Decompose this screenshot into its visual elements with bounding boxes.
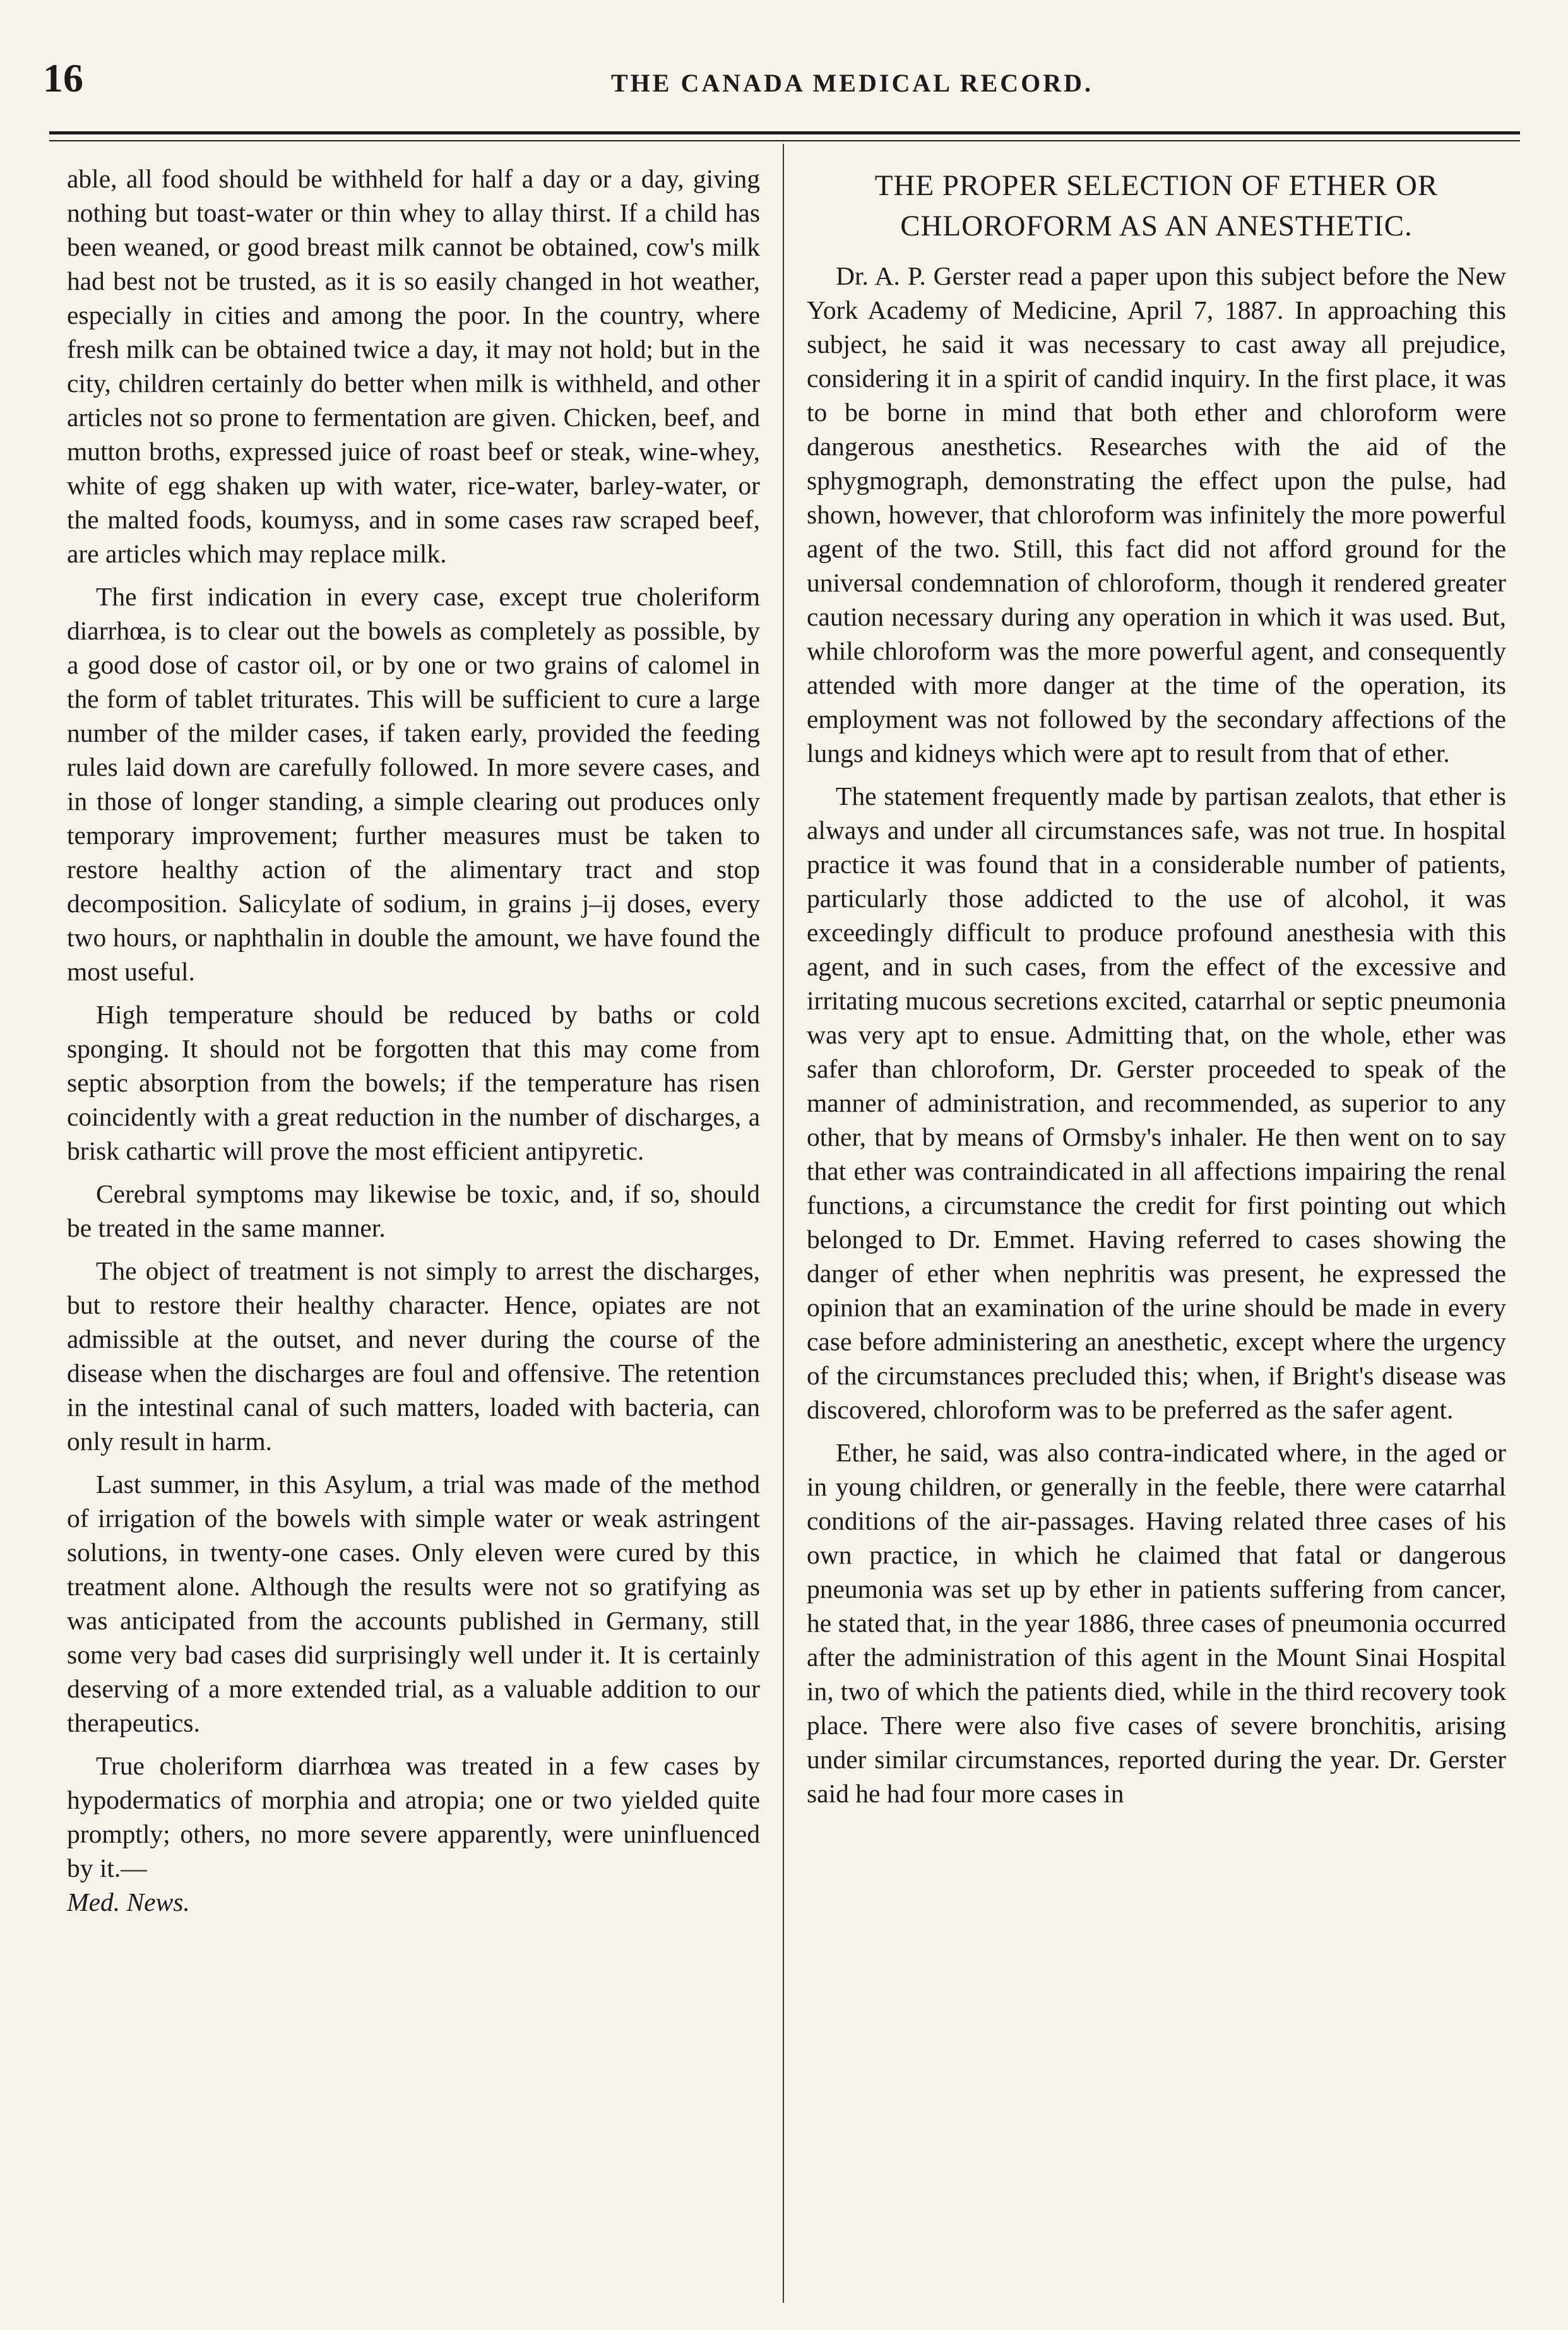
page-number: 16 <box>43 56 83 100</box>
paragraph: able, all food should be withheld for half a day or a day, giving nothing but toast-water or thin whey to allay thirst. If a child has been weaned, or good breast milk cannot be obtained, cow's milk had best not be trusted, as it is so easily changed in hot weather, especially in cities and among the poor. In the country, where fresh milk can be obtained twice a day, it may not hold; but in the city, children certainly do better when milk is withheld, and other articles not so prone to fermentation are given. Chicken, beef, and mutton broths, expressed juice of roast beef or steak, wine-whey, white of egg shaken up with water, rice-water, barley-water, or the malted foods, koumyss, and in some cases raw scraped beef, are articles which may replace milk. <box>67 164 760 568</box>
right-column <box>807 162 1506 1819</box>
paragraph: The statement frequently made by partisan zealots, that ether is always and under all circumstances safe, was not true. In hospital practice it was found that in a considerable number of patients, particularly those addicted to the use of alcohol, it was exceedingly difficult to produce profound anesthesia with this agent, and in such cases, from the effect of the excessive and irritating mucous secretions excited, catarrhal or septic pneumonia was very apt to ensue. Admitting that, on the whole, ether was safer than chloroform, Dr. Gerster proceeded to speak of the manner of administration, and recommended, as superior to any other, that by means of Ormsby's inhaler. He then went on to say that ether was contraindicated in all affections impairing the renal functions, a circumstance the credit for first pointing out which belonged to Dr. Emmet. Having referred to cases showing the danger of ether when nephritis was present, he expressed the opinion that an examination of the urine should be made in every case before administering an anesthetic, except where the urgency of the circumstances precluded this; when, if Bright's disease was discovered, chloroform was to be preferred as the safer agent. <box>807 782 1506 1424</box>
paragraph: The first indication in every case, except true choleriform diarrhœa, is to clear out the bowels as completely as possible, by a good dose of castor oil, or by one or two grains of calomel in the form of tablet triturates. This will be sufficient to cure a large number of the milder cases, if taken early, provided the feeding rules laid down are carefully followed. In more severe cases, and in those of longer standing, a simple clearing out produces only temporary improvement; further measures must be taken to restore healthy action of the alimentary tract and stop decomposition. Salicylate of sodium, in grains j–ij doses, every two hours, or naphthalin in double the amount, we have found the most useful. <box>67 582 760 986</box>
header-rule-thin <box>49 140 1520 141</box>
column-divider <box>783 144 784 2303</box>
header-rule-thick <box>49 131 1520 134</box>
paragraph: High temperature should be reduced by baths or cold sponging. It should not be forgotten that this may come from septic absorption from the bowels; if the temperature has risen coincidently with a great reduction in the number of discharges, a brisk cathartic will prove the most efficient antipyretic. <box>67 1000 760 1165</box>
paragraph: Ether, he said, was also contra-indicated where, in the aged or in young children, or generally in the feeble, there were catarrhal conditions of the air-passages. Having related three cases of his own practice, in which he claimed that fatal or dangerous pneumonia was set up by ether in patients suffering from cancer, he stated that, in the year 1886, three cases of pneumonia occurred after the administration of this agent in the Mount Sinai Hospital in, two of which the patients died, while in the third recovery took place. There were also five cases of severe bronchitis, arising under similar circumstances, reported during the year. Dr. Gerster said he had four more cases in <box>807 1438 1506 1808</box>
running-head: THE CANADA MEDICAL RECORD. <box>610 69 1094 97</box>
paragraph: Last summer, in this Asylum, a trial was made of the method of irrigation of the bowels with simple water or weak astringent solutions, in twenty-one cases. Only eleven were cured by this treatment alone. Although the results were not so gratifying as was anticipated from the accounts published in Germany, still some very bad cases did surprisingly well under it. It is certainly deserving of a more extended trial, as a valuable addition to our therapeutics. <box>67 1470 760 1737</box>
article-title: THE PROPER SELECTION OF ETHER OR CHLOROFORM AS AN ANESTHETIC. <box>874 169 1439 242</box>
source-signature: Med. News. <box>67 1887 190 1917</box>
paragraph-text: True choleriform diarrhœa was treated in a few cases by hypodermatics of morphia and atropia; one or two yielded quite promptly; others, no more severe apparently, were uninfluenced by it.— <box>67 1751 760 1882</box>
paragraph: Cerebral symptoms may likewise be toxic, and, if so, should be treated in the same manner. <box>67 1179 760 1242</box>
paragraph: The object of treatment is not simply to arrest the discharges, but to restore their healthy character. Hence, opiates are not admissible at the outset, and never during the course of the disease when the discharges are foul and offensive. The retention in the intestinal canal of such matters, loaded with bacteria, can only result in harm. <box>67 1256 760 1456</box>
paragraph: Dr. A. P. Gerster read a paper upon this subject before the New York Academy of Medicine, April 7, 1887. In approaching this subject, he said it was necessary to cast away all prejudice, considering it in a spirit of candid inquiry. In the first place, it was to be borne in mind that both ether and chloroform were dangerous anesthetics. Researches with the aid of the sphygmograph, demonstrating the effect upon the pulse, had shown, however, that chloroform was infinitely the more powerful agent of the two. Still, this fact did not afford ground for the universal condemnation of chloroform, though it rendered greater caution necessary during any operation in which it was used. But, while chloroform was the more powerful agent, and consequently attended with more danger at the time of the operation, its employment was not followed by the secondary affections of the lungs and kidneys which were apt to result from that of ether. <box>807 261 1506 768</box>
paragraph <box>67 1749 760 1919</box>
left-column <box>67 162 760 1928</box>
